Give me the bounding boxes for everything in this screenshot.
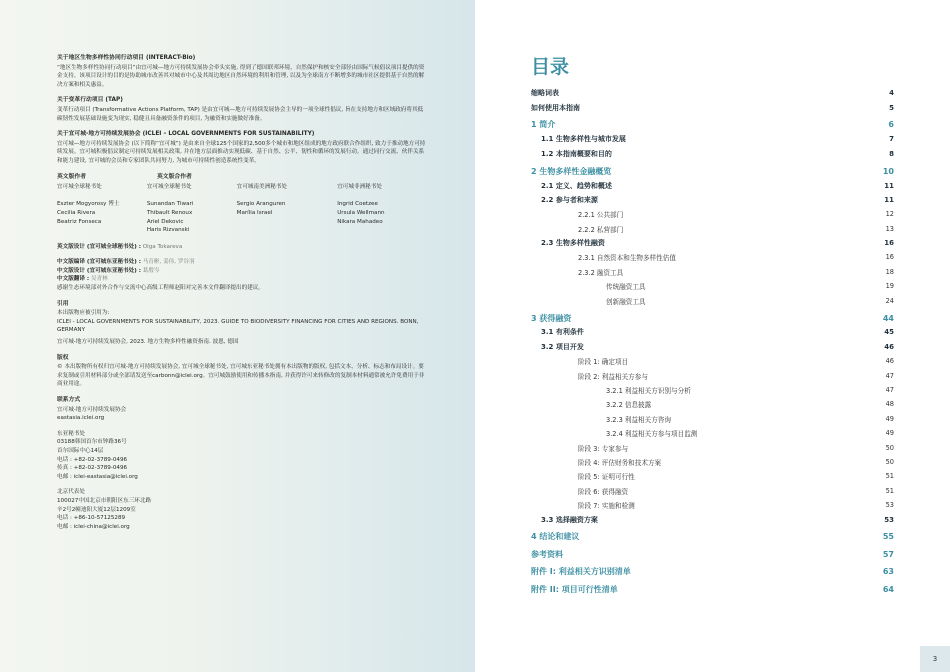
toc-entry[interactable] [531, 469, 894, 483]
author-line: Thibault Renoux [146, 209, 193, 216]
tap-title: 关于变革行动项目 (TAP) [57, 97, 123, 104]
toc-entry-label: 阶段 5: 证明可行性 [578, 473, 635, 482]
toc-entry[interactable] [531, 207, 894, 221]
cn-design-label: 中文版设计 (宜可城东亚秘书处) : [57, 267, 141, 274]
toc-entry[interactable] [531, 118, 894, 132]
author-line: Ariel Dekovic [146, 218, 184, 225]
cn-edit-value: 马育彬, 姜伟, 罗谷羽 [140, 259, 195, 266]
citation-en: ICLEI - LOCAL GOVERNMENTS FOR SUSTAINABILITY, 2023. GUIDE TO BIODIVERSITY FINANCING FOR CITIES AND REGIONS. BONN, GERMANY [57, 318, 419, 334]
cn-edit-label: 中文版编译 (宜可城东亚秘书处) : [57, 259, 141, 266]
toc-entry[interactable] [531, 236, 894, 250]
design-value: Olga Tokareva [140, 243, 183, 250]
toc-entry[interactable] [531, 368, 894, 382]
toc-entry-page: 51 [885, 486, 894, 495]
toc-entry-label: 2.3 生物多样性融资 [541, 239, 605, 248]
table-of-contents [531, 86, 894, 596]
toc-entry-label: 2.3.2 融资工具 [578, 268, 624, 277]
toc-entry-label: 2.2.2 私营部门 [578, 225, 624, 234]
toc-entry-label: 2.1 定义、趋势和概述 [541, 181, 612, 190]
office-line: 首尔国际中心14层 [57, 447, 104, 454]
toc-entry-page: 50 [885, 443, 894, 452]
toc-entry-label: 附件 II: 项目可行性清单 [531, 584, 618, 594]
toc-entry[interactable] [531, 484, 894, 498]
contact-website[interactable]: eastasia.iclei.org [57, 415, 105, 422]
toc-entry[interactable] [531, 383, 894, 397]
toc-entry-label: 参考资料 [531, 549, 563, 559]
toc-entry[interactable] [531, 250, 894, 264]
toc-entry-label: 如何使用本指南 [531, 103, 580, 112]
toc-entry[interactable] [531, 193, 894, 207]
authors-col-1 [57, 183, 147, 235]
toc-entry-page: 53 [885, 501, 894, 510]
toc-entry[interactable] [531, 498, 894, 512]
toc-entry-label: 3.1 有利条件 [541, 328, 584, 337]
toc-entry-page: 5 [889, 103, 894, 112]
design-section [57, 243, 427, 252]
design-label: 英文版设计 (宜可城全球秘书处) : [57, 243, 141, 250]
office-line: 03188韩国首尔市钟路36号 [57, 439, 127, 446]
cn-trans-value: 吴青林 [89, 276, 108, 283]
toc-entry[interactable] [531, 279, 894, 293]
author-line [57, 192, 147, 201]
toc-entry-label: 附件 I: 利益相关方识别清单 [531, 567, 631, 577]
office-line: 电话 : +86-10-57125289 [57, 515, 126, 522]
cn-credits-section [57, 258, 427, 292]
toc-title: 目录 [531, 56, 570, 78]
author-line: Beatriz Fonseca [57, 218, 102, 225]
toc-entry-label: 缩略词表 [531, 89, 559, 98]
toc-entry[interactable] [531, 293, 894, 307]
toc-entry[interactable] [531, 440, 894, 454]
authors-col-4 [337, 183, 427, 235]
author-line [337, 192, 427, 201]
toc-entry-label: 阶段 7: 实施和检测 [578, 502, 635, 511]
toc-entry-label: 3.2.3 利益相关方咨询 [606, 415, 672, 424]
interact-bio-title: 关于地区生物多样性协同行动项目 (INTERACT-Bio) [57, 55, 196, 61]
toc-entry-label: 阶段 1: 确定项目 [578, 358, 629, 367]
toc-entry-label: 2.2.1 公共部门 [578, 211, 624, 220]
toc-entry-page: 44 [882, 313, 894, 323]
toc-entry-label: 3 获得融资 [531, 313, 572, 323]
author-line: Ursula Wellmann [337, 209, 385, 216]
tap-body: 变革行动项目 (Transformative Actions Platform, TAP) 是由宜可城—地方可持续发展协会主导的一项全球性倡议, 旨在支持地方和区域政府将其低碳韧性发展基础设施变为现实, 稳健且具备融资条件的项目, 为融资和实施做好准备。 [57, 106, 424, 122]
toc-entry[interactable] [531, 100, 894, 114]
office-line: 电话 : +82-02-3789-0496 [57, 456, 128, 463]
toc-entry-label: 3.2 项目开发 [541, 342, 584, 351]
citation-title: 引用 [57, 300, 69, 307]
interact-bio-section [57, 54, 427, 89]
toc-entry-page: 11 [884, 195, 894, 204]
toc-entry[interactable] [531, 412, 894, 426]
contact-section [57, 396, 427, 423]
toc-entry[interactable] [531, 164, 894, 178]
toc-entry[interactable] [531, 354, 894, 368]
author-line: 宜可城全球秘书处 [146, 184, 192, 191]
toc-entry-page: 49 [885, 429, 894, 438]
author-line: Sunandan Tiwari [146, 201, 194, 208]
author-line: Marília Israel [236, 209, 273, 216]
toc-entry-page: 12 [885, 210, 894, 219]
toc-entry-page: 47 [885, 371, 894, 380]
author-line [237, 192, 338, 201]
interact-bio-body: “地区生物多样性协同行动项目”由宜可城—地方可持续发展协会牵头实施, 得到了德国联邦环境、自然保护和核安全部径由国际气候倡议项目提供的资金支持。该项目设计的目的是协助城市改善其对城市中心及其周边地区自然环境的利用和管理, 以及为全球南方不断增多的城市社区提供基于自然的解决方案和相关惠益。 [57, 64, 425, 88]
toc-entry-page: 45 [884, 328, 894, 337]
toc-entry-label: 阶段 6: 获得融资 [578, 487, 629, 496]
toc-entry-label: 2 生物多样性金融概览 [531, 166, 612, 176]
toc-entry-page: 51 [885, 472, 894, 481]
toc-entry-page: 46 [885, 357, 894, 366]
toc-entry-page: 49 [885, 414, 894, 423]
toc-entry-page: 46 [884, 342, 894, 351]
authors-columns [57, 183, 427, 235]
cn-trans-label: 中文版翻译 : [57, 276, 90, 283]
page-number: 3 [920, 646, 950, 672]
toc-entry-page: 57 [882, 549, 894, 559]
author-line: 宜可城南美洲秘书处 [236, 184, 287, 191]
toc-entry[interactable] [531, 178, 894, 192]
toc-entry-page: 18 [885, 267, 894, 276]
toc-entry[interactable] [531, 132, 894, 146]
toc-entry-page: 11 [884, 181, 894, 190]
contact-org: 宜可城-地方可持续发展协会 [57, 406, 127, 413]
toc-entry[interactable] [531, 397, 894, 411]
toc-entry-label: 1.1 生物多样性与城市发展 [541, 135, 626, 144]
toc-entry-page: 10 [882, 166, 894, 176]
author-line: 宜可城非洲秘书处 [337, 184, 382, 191]
office-line: 传真 : +82-02-3789-0496 [57, 465, 128, 472]
author-line: Haris Rizvanski [146, 227, 190, 234]
toc-entry[interactable] [531, 325, 894, 339]
toc-entry-page: 4 [889, 89, 894, 98]
toc-entry-page: 16 [885, 253, 894, 262]
toc-entry-label: 创新融资工具 [606, 297, 646, 306]
iclei-title: 关于宜可城-地方可持续发展协会 (ICLEI – LOCAL GOVERNMENTS FOR SUSTAINABILITY) [57, 131, 315, 138]
contact-title: 联系方式 [57, 397, 81, 403]
toc-entry-label: 阶段 2: 利益相关方参与 [578, 372, 648, 381]
toc-entry-label: 1 简介 [531, 120, 556, 130]
authors-col-3 [237, 183, 338, 235]
authors-col-2 [147, 183, 237, 235]
office-email[interactable]: 电邮 : iclei-china@iclei.org [57, 523, 130, 530]
toc-entry[interactable] [531, 582, 894, 596]
toc-entry-label: 3.2.4 利益相关方参与项目监测 [606, 430, 698, 439]
toc-entry[interactable] [531, 147, 894, 161]
imprint-column [57, 54, 427, 538]
authors-table [57, 173, 427, 183]
author-line: 宜可城全球秘书处 [57, 184, 102, 191]
toc-entry-label: 阶段 3: 专家参与 [578, 444, 629, 453]
copyright-section [57, 354, 427, 389]
office-line: 辛2号2幢迪阳大厦12层1209室 [57, 506, 136, 513]
toc-entry[interactable] [531, 512, 894, 526]
author-line: Nikara Mahadeo [337, 218, 383, 225]
citation-intro: 本出版物应被引用为: [57, 310, 110, 317]
toc-entry[interactable] [531, 311, 894, 325]
toc-entry-label: 1.2 本指南概要和目的 [541, 149, 612, 158]
toc-entry[interactable] [531, 565, 894, 579]
office-line: 北京代表处 [57, 489, 85, 496]
author-line: Ingrid Coetzee [337, 201, 378, 208]
contributors-title: 英文版合作者 [157, 173, 192, 180]
tap-section [57, 96, 427, 123]
toc-entry-label: 2.3.1 自然资本和生物多样性估值 [578, 254, 676, 263]
toc-entry-page: 19 [885, 282, 894, 291]
toc-entry-label: 传统融资工具 [606, 283, 646, 292]
toc-entry[interactable] [531, 265, 894, 279]
authors-title: 英文版作者 [57, 173, 86, 180]
toc-entry-page: 7 [889, 135, 894, 144]
citation-cn: 宜可城-地方可持续发展协会, 2023. 地方生物多样性融资指南. 波恩, 德国 [57, 339, 239, 346]
toc-entry[interactable] [531, 547, 894, 561]
toc-entry-page: 47 [885, 386, 894, 394]
toc-entry-page: 13 [885, 224, 894, 233]
copyright-title: 版权 [57, 354, 69, 361]
beijing-office [57, 488, 427, 531]
thanks-text: 感谢生态环境部对外合作与交流中心高级工程师赵阳对完善本文件翻译提出的建议。 [57, 285, 264, 292]
author-line: Sergio Aranguren [236, 201, 286, 208]
toc-entry-page: 8 [889, 149, 894, 158]
toc-entry[interactable] [531, 340, 894, 354]
office-line: 东亚秘书处 [57, 430, 85, 437]
toc-entry-page: 55 [882, 532, 894, 542]
toc-entry[interactable] [531, 426, 894, 440]
toc-entry-page: 63 [882, 567, 894, 577]
office-email[interactable]: 电邮 : iclei-eastasia@iclei.org [57, 473, 138, 480]
iclei-body: 宜可城—地方可持续发展协会 (以下简称“宜可城”) 是由来自全球125个国家的2,500多个城市和地区组成的地方政府联合作组织, 致力于推动地方可持续发展。宜可城积极倡议制定可持续发展相关政策, 并在地方层面推动实现低碳、基于自然、公平、韧性和循环的发展行动。通过同行交流、伙伴关系和能力建设, 宜可城的会员和专家团队共同努力, 为城市可持续性创造系统性变革。 [57, 140, 426, 164]
toc-entry[interactable] [531, 455, 894, 469]
toc-entry-page: 53 [884, 515, 894, 524]
cn-design-value: 葛殷岑 [140, 267, 160, 274]
toc-entry-label: 4 结论和建议 [531, 532, 580, 542]
toc-entry-label: 3.2.2 信息披露 [606, 401, 652, 410]
toc-entry[interactable] [531, 530, 894, 544]
toc-entry[interactable] [531, 222, 894, 236]
office-line: 100027中国北京市朝阳区东三环北路 [57, 497, 152, 504]
toc-entry[interactable] [531, 86, 894, 100]
author-line: Cecilia Rivera [57, 209, 96, 216]
toc-entry-label: 3.3 选择融资方案 [541, 515, 598, 524]
toc-entry-page: 6 [888, 120, 894, 130]
toc-entry-page: 24 [885, 296, 894, 305]
east-asia-office [57, 430, 427, 482]
author-line [147, 192, 237, 201]
author-line: Eszter Mogyorosy 博士 [57, 201, 120, 208]
iclei-section [57, 130, 427, 165]
right-page [475, 0, 950, 672]
toc-entry-page: 64 [882, 584, 894, 594]
toc-entry-page: 48 [885, 400, 894, 409]
copyright-body: © 本出版物所有权归宜可城-地方可持续发展协会, 宜可城全球秘书处, 宜可城东亚秘书处拥有本出版物的版权, 包括文本、分析、标志和布局设计。要求复制或引用材料部分或全部请发送至carbonn@iclei.org。宜可城鼓励使用和传播本指南, 并获得许可来转修改的复制本材料通常被允许免费用于非商业用途。 [57, 364, 425, 388]
toc-entry-label: 阶段 4: 评估财务和技术方案 [578, 458, 662, 467]
citation-section [57, 300, 427, 347]
toc-entry-label: 3.2.1 利益相关方识别与分析 [606, 387, 691, 395]
toc-entry-page: 16 [884, 239, 894, 248]
toc-entry-label: 2.2 参与者和来源 [541, 195, 598, 204]
toc-entry-page: 50 [885, 457, 894, 466]
